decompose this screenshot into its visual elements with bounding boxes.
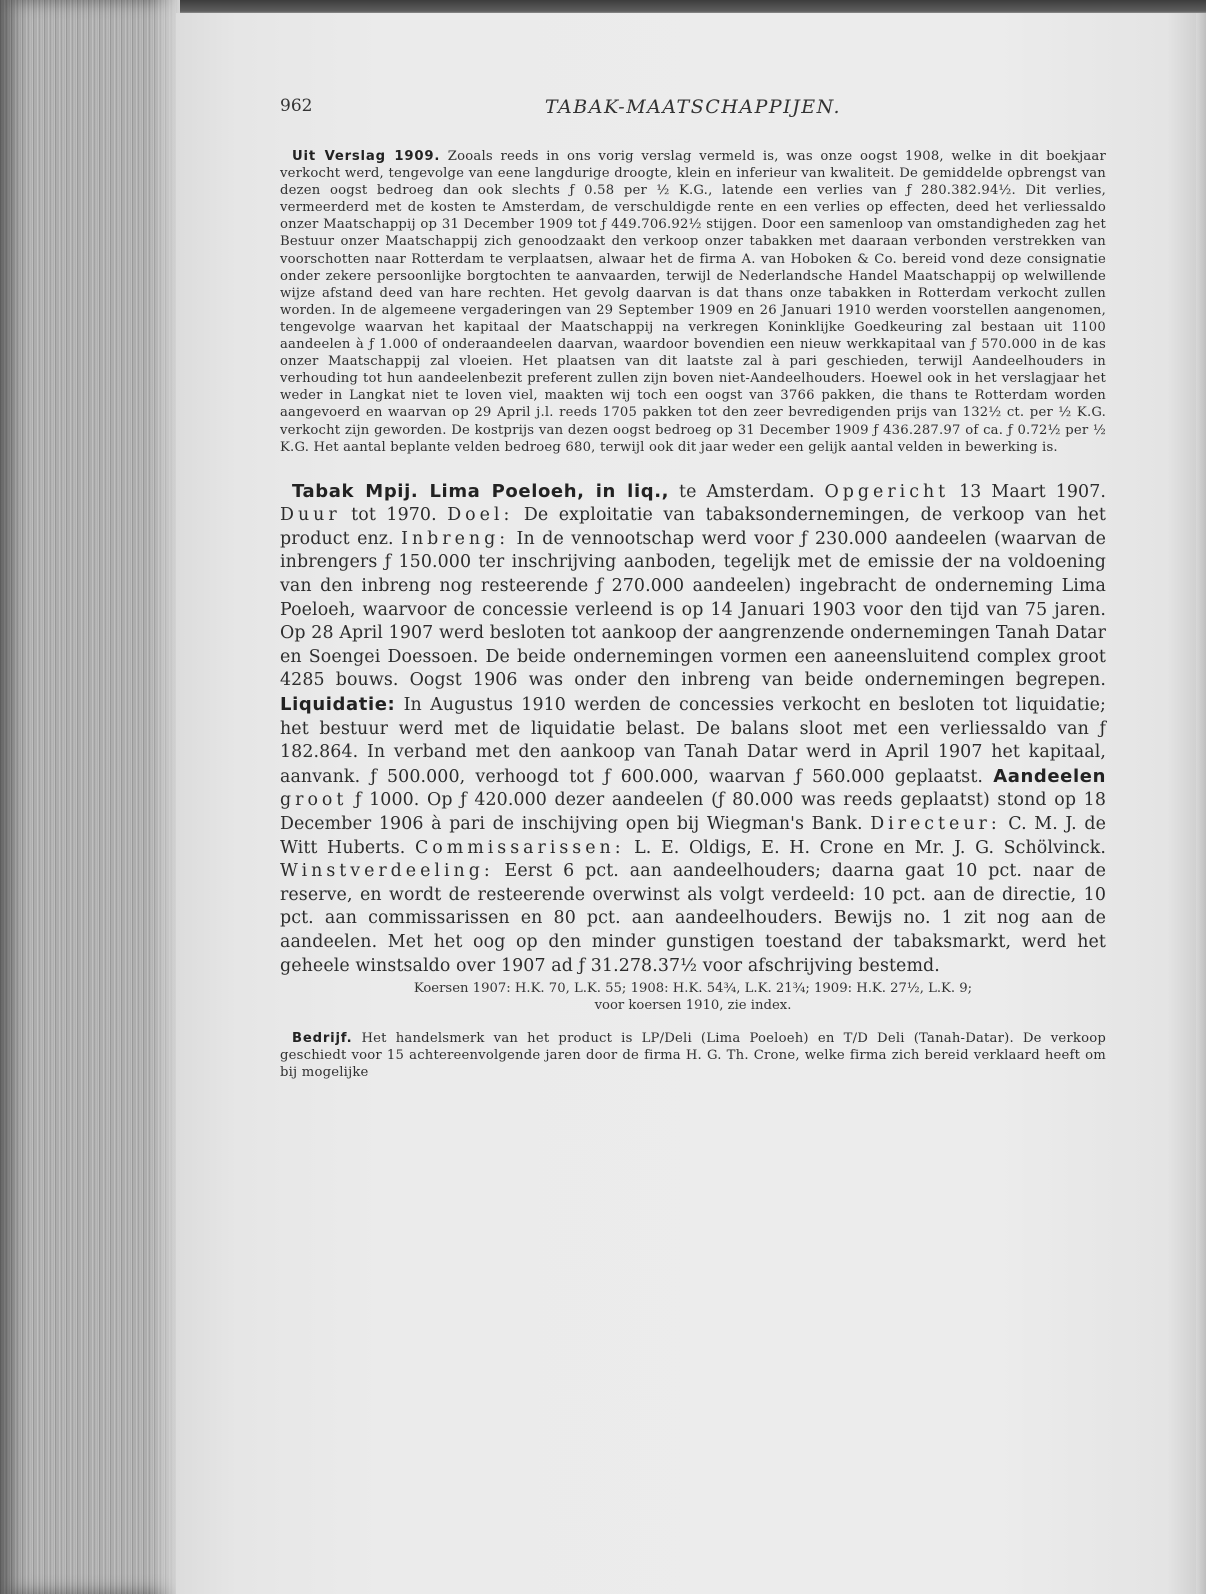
book-page-edges <box>0 0 180 1594</box>
koersen-line-2: voor koersen 1910, zie index. <box>594 998 792 1014</box>
company-entry <box>280 480 1106 978</box>
running-head <box>280 96 1106 126</box>
inbreng-label: Inbreng: <box>401 528 510 549</box>
commissarissen-label: Commissarissen: <box>414 837 625 858</box>
running-title: TABAK-MAATSCHAPPIJEN. <box>544 96 842 118</box>
aandeelen-value: ƒ 1000. Op ƒ 420.000 dezer aandeelen (ƒ 80.000 was reeds geplaatst) stond op 18 December 1906 à pari de inschijving open bij Wiegman's Bank. <box>280 790 1106 834</box>
opgericht-value: 13 Maart 1907. <box>949 481 1107 502</box>
inbreng-value: In de vennootschap werd voor ƒ 230.000 aandeelen (waarvan de inbrengers ƒ 150.000 ter inschrijving aanboden, tegelijk met de emissie der na voldoening van den inbreng nog resteerende ƒ 270.000 aandeelen) ingebracht de onderneming Lima Poeloeh, waarvoor de concessie verleend is op 14 Januari 1903 voor den tijd van 75 jaren. Op 28 April 1907 werd besloten tot aankoop der aangrenzende ondernemingen Tanah Datar en Soengei Doessoen. De beide ondernemingen vormen een aaneensluitend complex groot 4285 bouws. Oogst 1906 was onder den inbreng van beide ondernemingen begrepen. <box>280 528 1107 691</box>
verslag-1909-label: Uit Verslag 1909. <box>292 149 441 164</box>
duur-value: tot 1970. <box>340 505 448 526</box>
bedrijf-paragraph <box>280 1030 1106 1081</box>
company-name: Tabak Mpij. Lima Poeloeh, in liq., <box>292 480 670 502</box>
winstverdeeling-label: Winstverdeeling: <box>280 861 494 882</box>
doel-label: Doel: <box>447 505 514 526</box>
page-right-edge <box>1196 13 1206 1594</box>
verslag-1909-paragraph <box>280 148 1106 456</box>
liquidatie-label: Liquidatie: <box>280 694 396 716</box>
liquidatie-value: In Augustus 1910 werden de concessies verkocht en besloten tot liquidatie; het bestuur werd met de liquidatie belast. De balans sloot met een verliessaldo van ƒ 182.864. In verband met den aankoop van Tanah Datar werd in April 1907 het kapitaal, aanvank. ƒ 500.000, verhoogd tot ƒ 600.000, waarvan ƒ 560.000 geplaatst. <box>280 695 1106 787</box>
commissarissen-value: L. E. Oldigs, E. H. Crone en Mr. J. G. Schölvinck. <box>624 837 1107 858</box>
book-top-edge <box>0 0 1206 14</box>
company-location: te Amsterdam. <box>669 481 825 502</box>
winstverdeeling-value: Eerst 6 pct. aan aandeelhouders; daarna gaat 10 pct. naar de reserve, en wordt de resteerende overwinst als volgt verdeeld: 10 pct. aan de directie, 10 pct. aan commissarissen en 80 pct. aan aandeelhouders. Bewijs no. 1 zit nog aan de aandeelen. Met het oog op den minder gunstigen toestand der tabaksmarkt, werd het geheele winstsaldo over 1907 ad ƒ 31.278.37½ voor afschrijving bestemd. <box>280 861 1106 976</box>
duur-label: Duur <box>280 505 341 526</box>
koersen-line-1: Koersen 1907: H.K. 70, L.K. 55; 1908: H.K. 54¾, L.K. 21¾; 1909: H.K. 27½, L.K. 9; <box>413 981 973 997</box>
doel-value: De exploitatie van tabaksondernemingen, de verkoop van het product enz. <box>280 505 1106 549</box>
directeur-value: C. M. J. de Witt Huberts. <box>280 814 1107 858</box>
directeur-label: Directeur: <box>870 814 1001 834</box>
opgericht-label: Opgericht <box>824 481 950 502</box>
aandeelen-label: Aandeelen <box>993 765 1106 787</box>
bedrijf-text: Het handelsmerk van het product is LP/Deli (Lima Poeloeh) en T/D Deli (Tanah-Datar). De verkoop geschiedt voor 15 achtereenvolgende jaren door de firma H. G. Th. Crone, welke firma zich bereid verklaard heeft om bij mogelijke <box>280 1031 1106 1081</box>
page-number: 962 <box>280 96 313 116</box>
koersen-block <box>280 980 1106 1014</box>
page-content <box>280 96 1106 1081</box>
bedrijf-label: Bedrijf. <box>292 1031 353 1047</box>
verslag-1909-text: Zooals reeds in ons vorig verslag vermeld is, was onze oogst 1908, welke in dit boekjaar verkocht werd, tengevolge van eene langdurige droogte, klein en inferieur van kwaliteit. De gemiddelde opbrengst van dezen oogst bedroeg dan ook slechts ƒ 0.58 per ½ K.G., latende een verlies van ƒ 280.382.94½. Dit verlies, vermeerderd met de kosten te Amsterdam, de verschuldigde rente en een verlies op effecten, deed het verliessaldo onzer Maatschappij op 31 December 1909 tot ƒ 449.706.92½ stijgen. Door een samenloop van omstandigheden zag het Bestuur onzer Maatschappij zich genoodzaakt den verkoop onzer tabakken met daaraan verbonden verstrekken van voorschotten naar Rotterdam te verplaatsen, alwaar het de firma A. van Hoboken & Co. bereid vond deze consignatie onder zekere persoonlijke borgtochten te aanvaarden, terwijl de Nederlandsche Handel Maatschappij op welwillende wijze afstand deed van hare rechten. Het gevolg daarvan is dat thans onze tabakken in Rotterdam verkocht zullen worden. In de algemeene vergaderingen van 29 September 1909 en 26 Januari 1910 werden voorstellen aangenomen, tengevolge waarvan het kapitaal der Maatschappij na verkregen Koninklijke Goedkeuring zal bestaan uit 1100 aandeelen à ƒ 1.000 of onderaandeelen daarvan, waardoor bovendien een nieuw werkkapitaal van ƒ 570.000 in de kas onzer Maatschappij zal vloeien. Het plaatsen van dit laatste zal à pari geschieden, terwijl Aandeelhouders in verhouding tot hun aandeelenbezit preferent zullen zijn boven niet-Aandeelhouders. Hoewel ook in het verslagjaar het weder in Langkat niet te loven viel, maakten wij toch een oogst van 3766 pakken, die thans te Rotterdam worden aangevoerd en waarvan op 29 April j.l. reeds 1705 pakken tot den zeer bevredigenden prijs van 132½ ct. per ½ K.G. verkocht zijn geworden. De kostprijs van dezen oogst bedroeg op 31 December 1909 ƒ 436.287.97 of ca. ƒ 0.72½ per ½ K.G. Het aantal beplante velden bedroeg 680, terwijl ook dit jaar weder een gelijk aantal velden in bewerking is. <box>280 149 1107 455</box>
groot-label: groot <box>280 790 348 811</box>
